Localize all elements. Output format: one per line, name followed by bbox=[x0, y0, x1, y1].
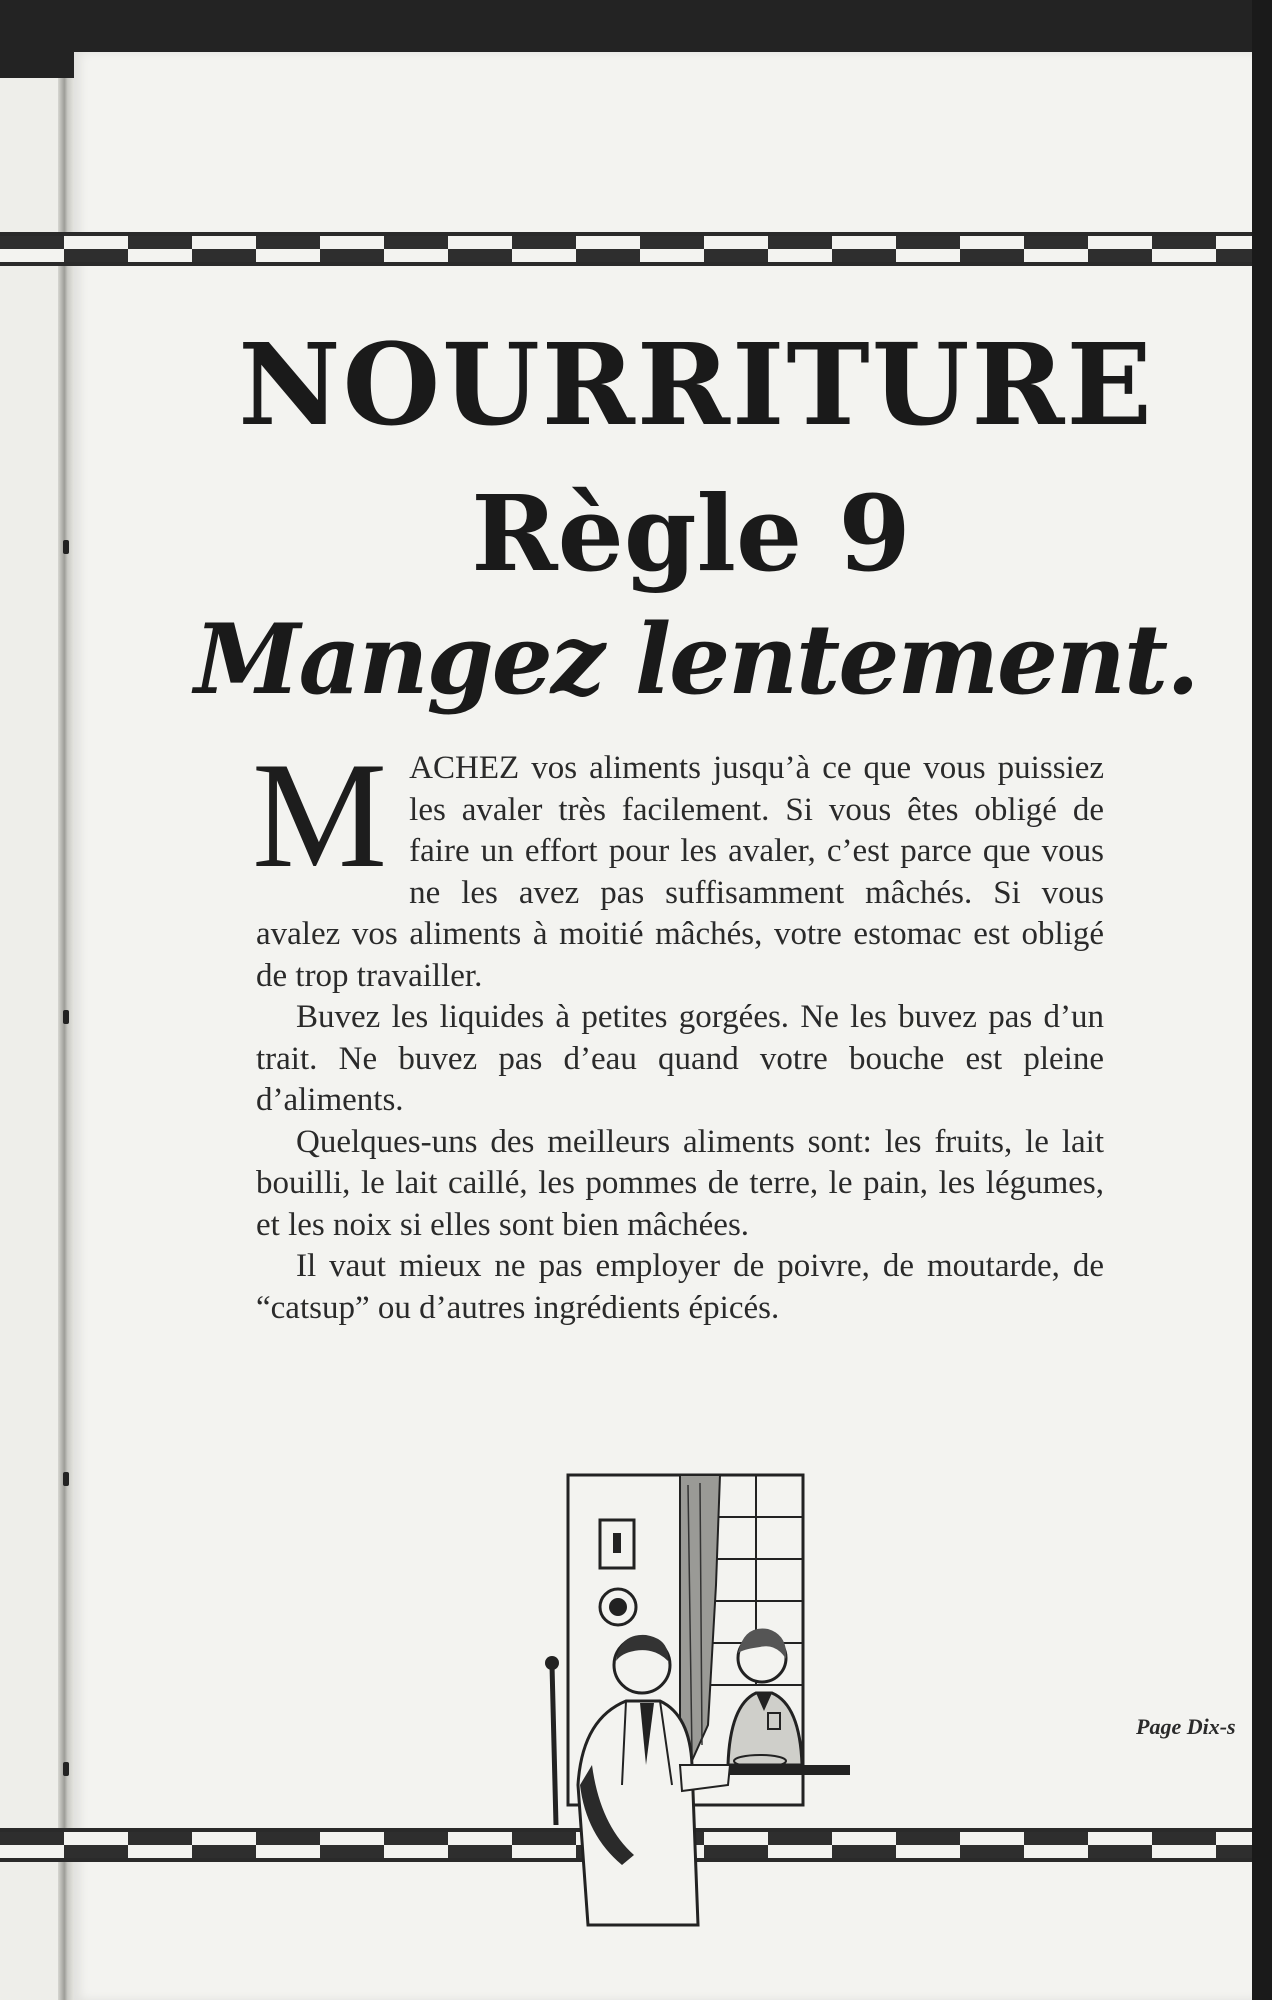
paragraph: Il vaut mieux ne pas employer de poivre, de moutarde, de “catsup” ou d’autres ingrédients épicés. bbox=[256, 1248, 1104, 1326]
page-title: NOURRITURE bbox=[238, 320, 1154, 451]
page-number: Page Dix-s bbox=[1136, 1714, 1236, 1739]
paragraph: Buvez les liquides à petites gorgées. Ne les buvez pas d’un trait. Ne buvez pas d’eau quand votre bouche est pleine d’aliments. bbox=[256, 999, 1104, 1118]
paragraph: ACHEZ vos aliments jusqu’à ce que vous puissiez les avaler très facilement. Si vous êtes obligé de faire un effort pour les avaler, c’est parce que vous ne les avez pas suffisamment mâchés. Si vous avalez vos aliments à moitié mâchés, votre estomac est obligé de trop travailler. bbox=[256, 750, 1104, 994]
rule-subtitle: Mangez lentement. bbox=[194, 603, 1198, 716]
binding-stitch bbox=[63, 1762, 69, 1776]
checkered-border-top bbox=[0, 232, 1252, 266]
man-and-woman-at-table-illustration bbox=[530, 1465, 870, 1935]
drop-cap: M bbox=[252, 731, 388, 899]
body-text bbox=[252, 731, 1104, 1329]
paragraph: Quelques-uns des meilleurs aliments sont: les fruits, le lait bouilli, le lait caillé, les pommes de terre, le pain, les légumes, et les noix si elles sont bien mâchées. bbox=[256, 1123, 1104, 1243]
rule-heading: Règle 9 bbox=[471, 472, 911, 595]
binding-stitch bbox=[63, 1472, 69, 1486]
scan-background-right bbox=[1252, 0, 1272, 2000]
binding-stitch bbox=[63, 1010, 69, 1024]
